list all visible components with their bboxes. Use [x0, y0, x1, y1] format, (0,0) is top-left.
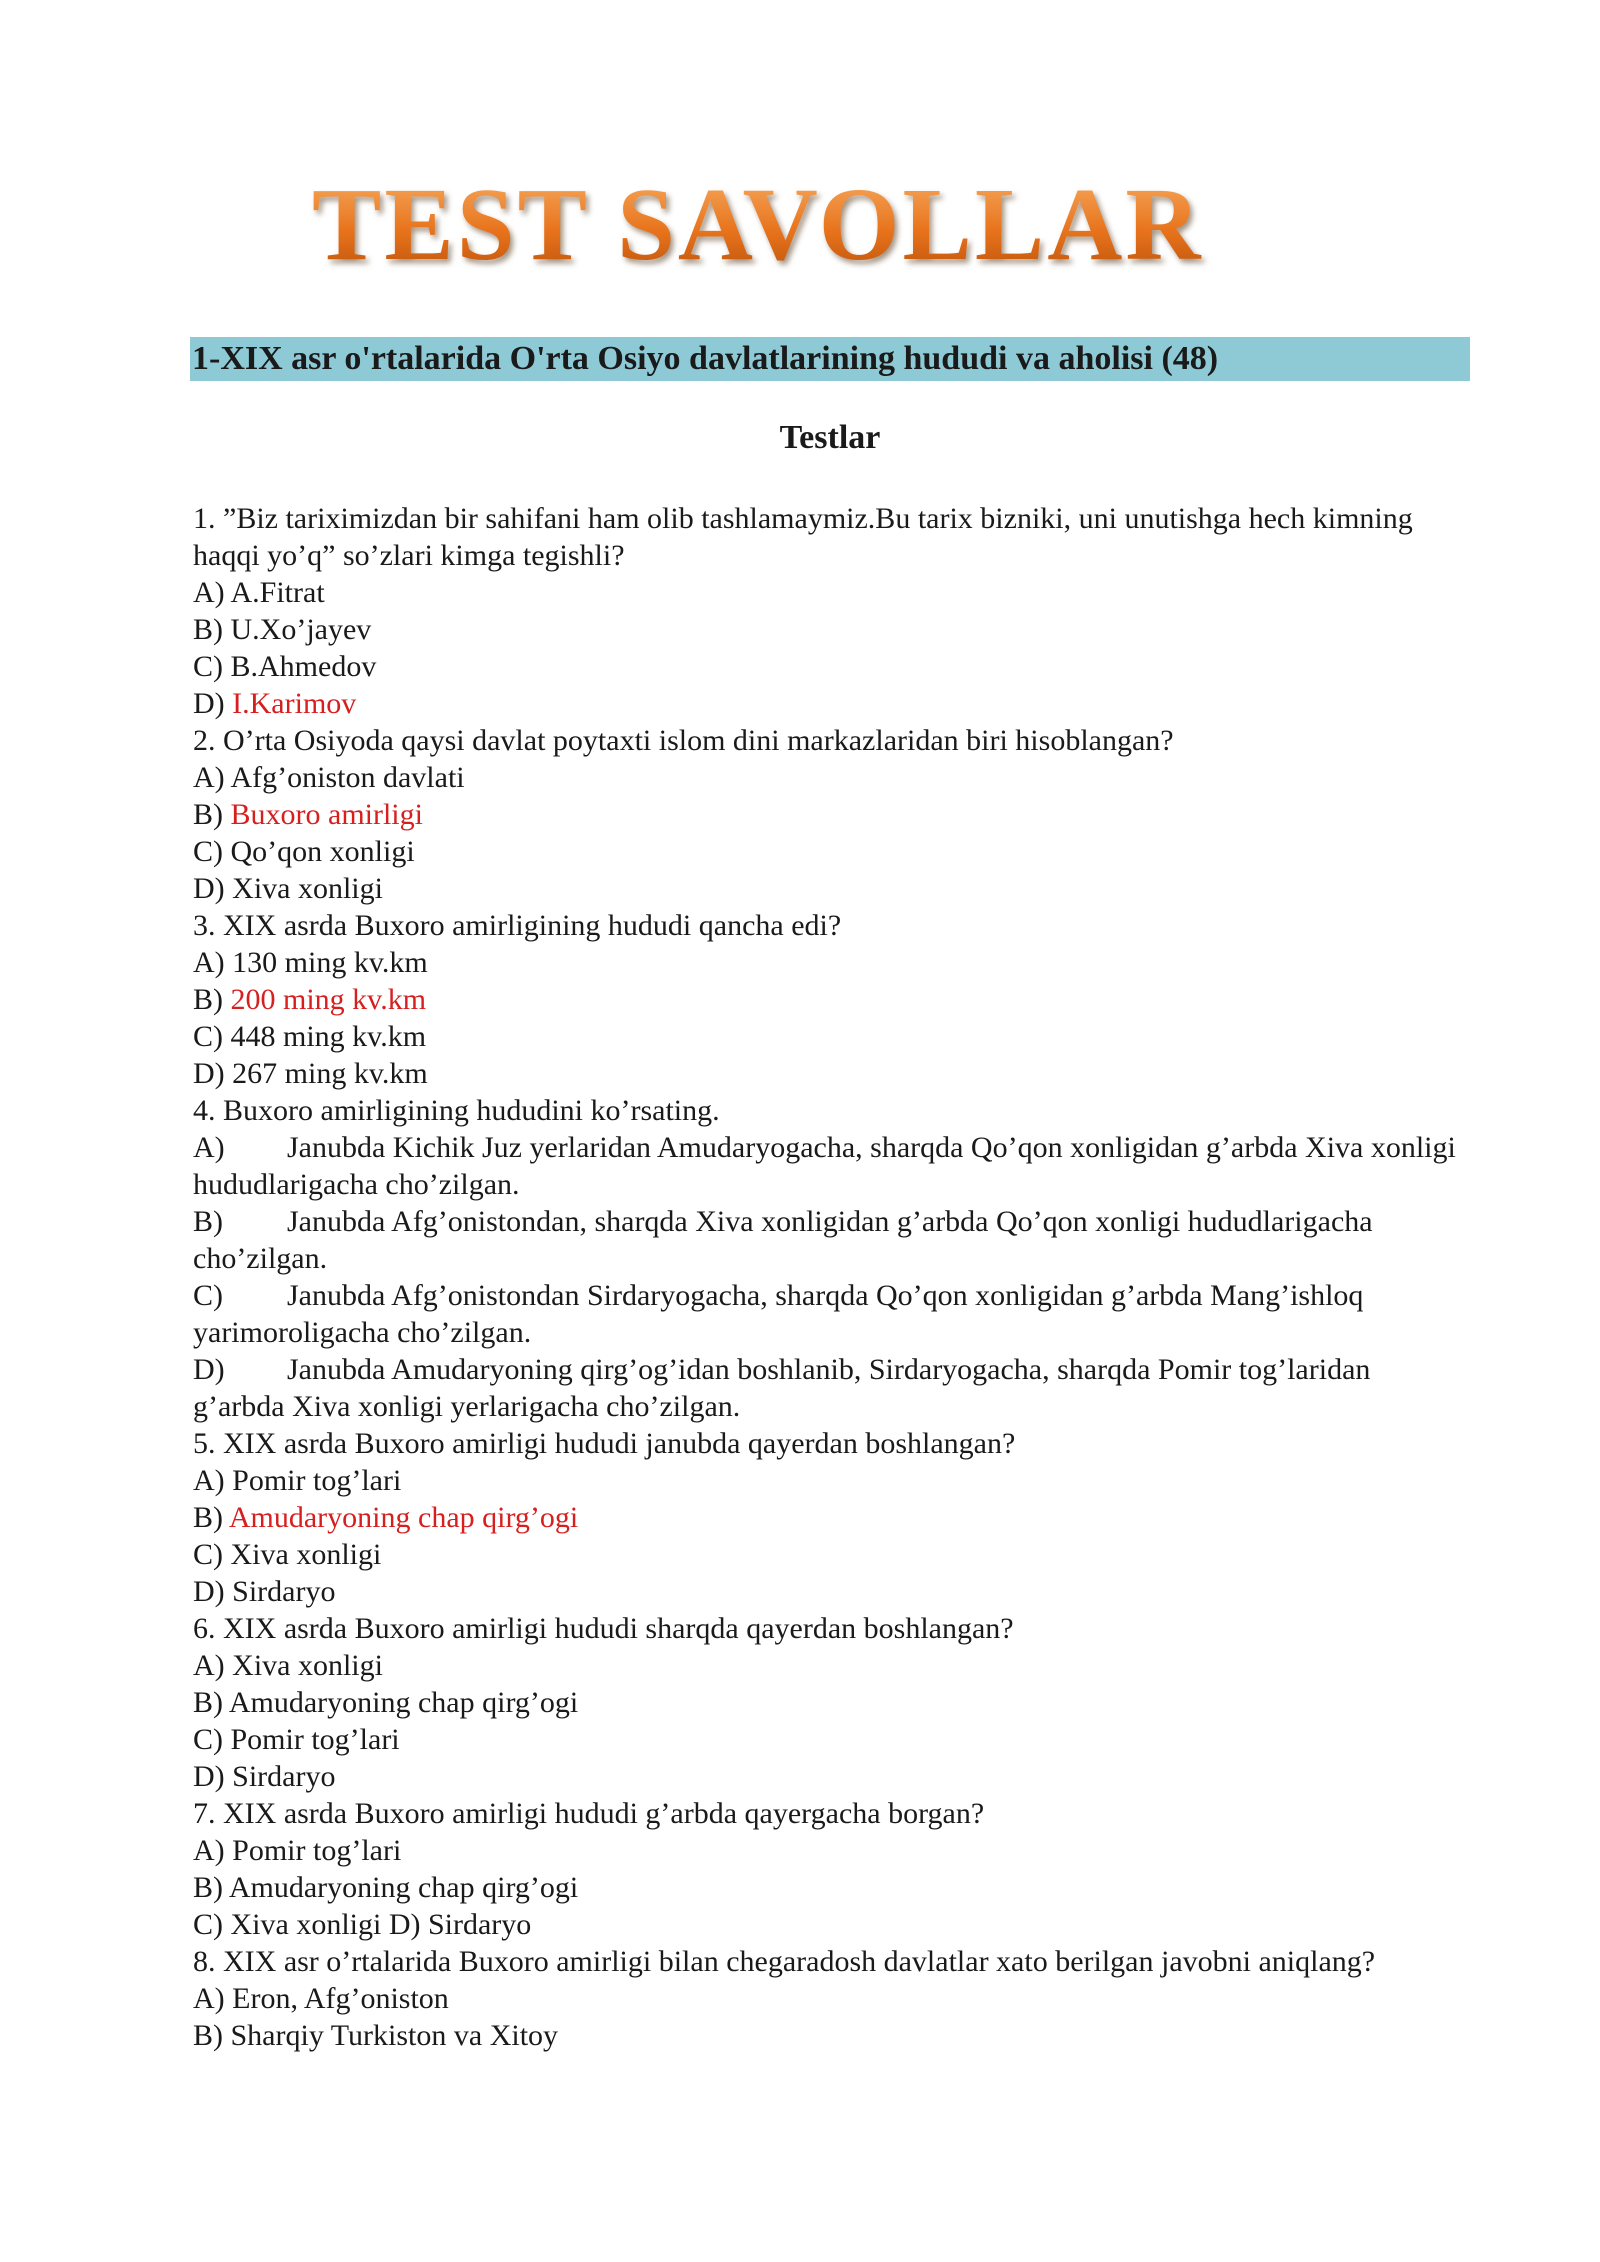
- q5-option-b: [193, 1499, 1463, 1536]
- option-prefix: B): [193, 1501, 229, 1534]
- option-letter: D): [193, 1353, 225, 1386]
- q1-option-a: A) A.Fitrat: [193, 576, 325, 609]
- option-text: Janubda Kichik Juz yerlaridan Amudaryogacha, sharqda Qo’qon xonligidan g’arbda Xiva xonligi hududlarigacha cho’zilgan.: [193, 1131, 1456, 1201]
- questions-content: [193, 500, 1463, 2054]
- correct-answer: Amudaryoning chap qirg’ogi: [228, 1501, 579, 1534]
- section-title: 1-XIX asr o'rtalarida O'rta Osiyo davlatlarining hududi va aholisi (48): [190, 337, 1470, 381]
- q4-option-d: [193, 1351, 1463, 1425]
- q2-option-b: [193, 796, 1463, 833]
- banner-title: TEST SAVOLLAR: [312, 167, 1204, 282]
- question-4: 4. Buxoro amirligining hududini ko’rsating.: [193, 1094, 720, 1127]
- q6-option-b: B) Amudaryoning chap qirg’ogi: [193, 1686, 579, 1719]
- q1-option-c: C) B.Ahmedov: [193, 650, 377, 683]
- q8-option-b: B) Sharqiy Turkiston va Xitoy: [193, 2019, 559, 2052]
- correct-answer: 200 ming kv.km: [230, 983, 427, 1016]
- q7-option-b: B) Amudaryoning chap qirg’ogi: [193, 1871, 579, 1904]
- q6-option-c: C) Pomir tog’lari: [193, 1723, 400, 1756]
- q7-option-a: A) Pomir tog’lari: [193, 1834, 402, 1867]
- q2-option-a: A) Afg’oniston davlati: [193, 761, 465, 794]
- option-prefix: D): [193, 687, 233, 720]
- q3-option-c: C) 448 ming kv.km: [193, 1020, 427, 1053]
- q4-option-b: [193, 1203, 1463, 1277]
- question-7: 7. XIX asrda Buxoro amirligi hududi g’arbda qayergacha borgan?: [193, 1797, 985, 1830]
- option-text: Janubda Afg’onistondan, sharqda Xiva xonligidan g’arbda Qo’qon xonligi hududlarigacha cho’zilgan.: [193, 1205, 1373, 1275]
- q3-option-d: D) 267 ming kv.km: [193, 1057, 428, 1090]
- q2-option-c: C) Qo’qon xonligi: [193, 835, 415, 868]
- q1-option-b: B) U.Xo’jayev: [193, 613, 372, 646]
- q2-option-d: D) Xiva xonligi: [193, 872, 383, 905]
- question-8: 8. XIX asr o’rtalarida Buxoro amirligi bilan chegaradosh davlatlar xato berilgan javobni aniqlang?: [193, 1945, 1376, 1978]
- q8-option-a: A) Eron, Afg’oniston: [193, 1982, 449, 2015]
- option-text: Janubda Afg’onistondan Sirdaryogacha, sharqda Qo’qon xonligidan g’arbda Mang’ishloq yarimoroligacha cho’zilgan.: [193, 1279, 1364, 1349]
- question-6: 6. XIX asrda Buxoro amirligi hududi sharqda qayerdan boshlangan?: [193, 1612, 1014, 1645]
- option-prefix: B): [193, 798, 231, 831]
- q6-option-d: D) Sirdaryo: [193, 1760, 336, 1793]
- option-letter: C): [193, 1279, 223, 1312]
- q7-option-cd: C) Xiva xonligi D) Sirdaryo: [193, 1908, 532, 1941]
- option-text: Janubda Amudaryoning qirg’og’idan boshlanib, Sirdaryogacha, sharqda Pomir tog’laridan g’arbda Xiva xonligi yerlarigacha cho’zilgan.: [193, 1353, 1371, 1423]
- q3-option-b: [193, 981, 1463, 1018]
- correct-answer: I.Karimov: [232, 687, 357, 720]
- correct-answer: Buxoro amirligi: [230, 798, 423, 831]
- q1-option-d: [193, 685, 1463, 722]
- subtitle: Testlar: [779, 419, 881, 456]
- question-3: 3. XIX asrda Buxoro amirligining hududi qancha edi?: [193, 909, 842, 942]
- option-prefix: B): [193, 983, 231, 1016]
- question-5: 5. XIX asrda Buxoro amirligi hududi janubda qayerdan boshlangan?: [193, 1427, 1016, 1460]
- option-letter: B): [193, 1205, 223, 1238]
- q5-option-a: A) Pomir tog’lari: [193, 1464, 402, 1497]
- question-2: 2. O’rta Osiyoda qaysi davlat poytaxti islom dini markazlaridan biri hisoblangan?: [193, 724, 1174, 757]
- option-letter: A): [193, 1131, 225, 1164]
- q4-option-a: [193, 1129, 1463, 1203]
- q5-option-d: D) Sirdaryo: [193, 1575, 336, 1608]
- q6-option-a: A) Xiva xonligi: [193, 1649, 383, 1682]
- q4-option-c: [193, 1277, 1463, 1351]
- question-1: 1. ”Biz tariximizdan bir sahifani ham olib tashlamaymiz.Bu tarix bizniki, uni unutishga hech kimning haqqi yo’q” so’zlari kimga tegishli?: [193, 502, 1413, 572]
- q5-option-c: C) Xiva xonligi: [193, 1538, 382, 1571]
- q3-option-a: A) 130 ming kv.km: [193, 946, 428, 979]
